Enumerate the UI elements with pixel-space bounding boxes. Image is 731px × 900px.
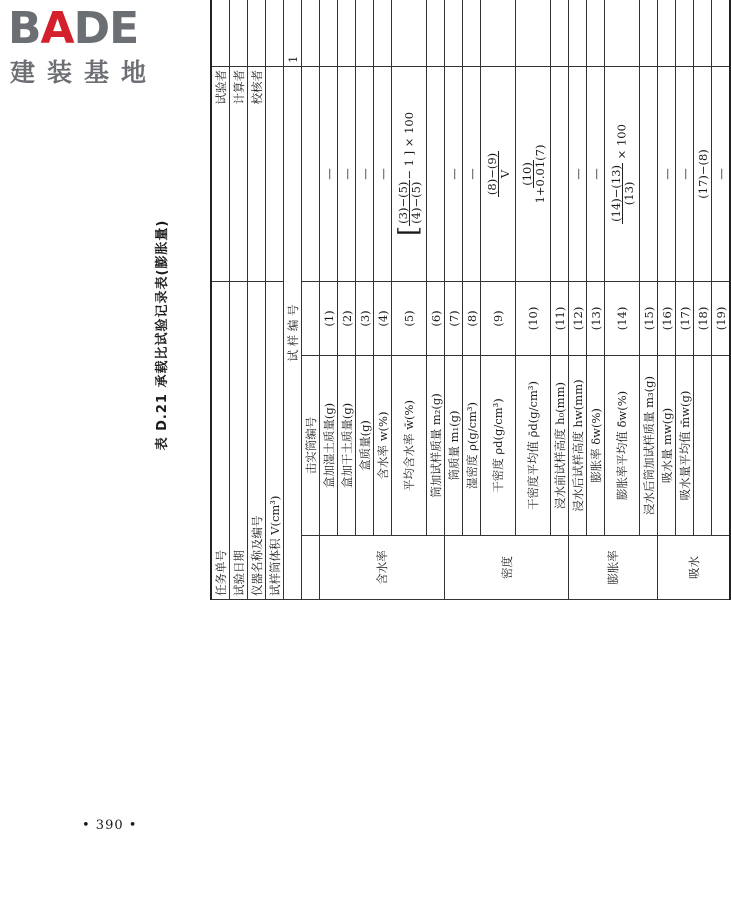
header-label: 试验日期 bbox=[230, 281, 248, 599]
row-formula bbox=[551, 66, 569, 281]
row-label: 吸水量 mw(g) bbox=[658, 356, 676, 536]
table-row bbox=[516, 0, 551, 600]
swell-formula-tail: × 100 bbox=[614, 124, 628, 160]
table-row bbox=[587, 0, 605, 600]
logo-chinese: 建装基地 bbox=[10, 58, 159, 87]
row-label: 湿密度 ρ(g/cm³) bbox=[463, 356, 481, 536]
row-formula: — bbox=[712, 66, 731, 281]
dry-density-fraction bbox=[521, 143, 546, 206]
row-code: (13) bbox=[587, 281, 605, 355]
table-row bbox=[658, 0, 676, 600]
header-label: 仪器名称及编号 bbox=[248, 281, 266, 599]
value-cell bbox=[320, 0, 338, 66]
value-cell bbox=[463, 0, 481, 66]
bade-logo bbox=[8, 4, 178, 90]
value-cell bbox=[481, 0, 516, 66]
value-cell bbox=[712, 0, 731, 66]
value-cell bbox=[392, 0, 427, 66]
value-cell bbox=[356, 0, 374, 66]
table-row bbox=[712, 0, 731, 600]
row-label: 浸水后筒加试样质量 m₃(g) bbox=[640, 356, 658, 536]
row-code: (14) bbox=[605, 281, 640, 355]
row-formula bbox=[427, 66, 445, 281]
value-cell bbox=[569, 0, 587, 66]
row-label: 盒加湿土质量(g) bbox=[320, 356, 338, 536]
row-label: 浸水后试样高度 hw(mm) bbox=[569, 356, 587, 536]
swell-denominator: (13) bbox=[621, 181, 636, 206]
record-sheet bbox=[120, 55, 728, 596]
table-row bbox=[551, 0, 569, 600]
moisture-denominator: (4)−(5) bbox=[408, 181, 423, 224]
value-cell bbox=[427, 0, 445, 66]
table-row bbox=[676, 0, 694, 600]
row-label: 干密度 ρd(g/cm³) bbox=[481, 356, 516, 536]
bracket-open-icon: [ bbox=[394, 225, 424, 236]
header-label: 任务单号 bbox=[211, 281, 230, 599]
table-row bbox=[481, 0, 516, 600]
row-label: 盒质量(g) bbox=[356, 356, 374, 536]
header-right: 计算者 bbox=[230, 66, 248, 281]
table-row bbox=[640, 0, 658, 600]
header-row bbox=[266, 0, 284, 600]
row-code: (19) bbox=[712, 281, 731, 355]
specimen-number-label: 试 样 编 号 bbox=[284, 66, 302, 599]
row-formula: — bbox=[463, 66, 481, 281]
header-row bbox=[248, 0, 266, 600]
row-label: 膨胀率 δw(%) bbox=[587, 356, 605, 536]
table-row bbox=[463, 0, 481, 600]
row-code: (18) bbox=[694, 281, 712, 355]
row-formula-dry-density bbox=[516, 66, 551, 281]
row-formula: — bbox=[356, 66, 374, 281]
table-title: 表 D.21 承载比试验记录表(膨胀量) bbox=[154, 219, 170, 451]
row-code: (7) bbox=[445, 281, 463, 355]
value-cell bbox=[658, 0, 676, 66]
value-cell bbox=[640, 0, 658, 66]
value-cell bbox=[676, 0, 694, 66]
row-formula bbox=[302, 66, 320, 281]
row-formula-wet-density bbox=[481, 66, 516, 281]
row-formula: — bbox=[587, 66, 605, 281]
row-formula-swell bbox=[605, 66, 640, 281]
header-right: 试验者 bbox=[211, 66, 230, 281]
row-label: 筒质量 m₁(g) bbox=[445, 356, 463, 536]
row-formula: — bbox=[658, 66, 676, 281]
table-row bbox=[605, 0, 640, 600]
header-right: 校核者 bbox=[248, 66, 266, 281]
value-cell bbox=[551, 0, 569, 66]
row-label: 盒加干土质量(g) bbox=[338, 356, 356, 536]
row-label: 击实筒编号 bbox=[302, 356, 320, 536]
row-code: (10) bbox=[516, 281, 551, 355]
table-row bbox=[392, 0, 427, 600]
wet-density-fraction bbox=[486, 151, 511, 197]
row-formula: — bbox=[445, 66, 463, 281]
specimen-number-row bbox=[284, 0, 302, 600]
row-label: 含水率 w(%) bbox=[374, 356, 392, 536]
value-cell bbox=[338, 0, 356, 66]
row-label: 浸水前试样高度 h₀(mm) bbox=[551, 356, 569, 536]
row-code: (17) bbox=[676, 281, 694, 355]
record-table bbox=[210, 0, 731, 600]
row-code: (9) bbox=[481, 281, 516, 355]
row-code: (8) bbox=[463, 281, 481, 355]
header-value bbox=[248, 0, 266, 66]
group-absorb: 吸水 bbox=[658, 536, 731, 600]
value-cell bbox=[302, 0, 320, 66]
swell-fraction bbox=[610, 163, 635, 224]
group-cell bbox=[302, 536, 320, 600]
row-code: (6) bbox=[427, 281, 445, 355]
page-number: • 390 • bbox=[82, 818, 138, 833]
row-code: (12) bbox=[569, 281, 587, 355]
row-label: 吸水量平均值 m̄w(g) bbox=[676, 356, 694, 536]
row-formula: — bbox=[338, 66, 356, 281]
row-label: 筒加试样质量 m₂(g) bbox=[427, 356, 445, 536]
dry-density-denominator: 1+0.01(7) bbox=[532, 144, 547, 204]
value-cell bbox=[445, 0, 463, 66]
row-code: (11) bbox=[551, 281, 569, 355]
row-code bbox=[302, 281, 320, 355]
table-row bbox=[445, 0, 463, 600]
header-right bbox=[266, 66, 284, 281]
row-label: 平均含水率 w̄(%) bbox=[392, 356, 427, 536]
value-cell bbox=[587, 0, 605, 66]
moisture-numerator: (3)−(5) bbox=[395, 181, 410, 224]
row-formula: (17)−(8) bbox=[694, 66, 712, 281]
moisture-formula-tail: − 1 ] × 100 bbox=[402, 111, 416, 180]
table-row bbox=[374, 0, 392, 600]
row-formula-moisture bbox=[392, 66, 427, 281]
value-cell bbox=[516, 0, 551, 66]
row-code: (15) bbox=[640, 281, 658, 355]
row-formula: — bbox=[676, 66, 694, 281]
header-value bbox=[266, 0, 284, 66]
row-label: 膨胀率平均值 δ̄w(%) bbox=[605, 356, 640, 536]
row-label: 干密度平均值 ρ̄d(g/cm³) bbox=[516, 356, 551, 536]
row-code: (16) bbox=[658, 281, 676, 355]
wet-density-numerator: (8)−(9) bbox=[484, 152, 499, 196]
specimen-col-1: 1 bbox=[284, 0, 302, 66]
dry-density-numerator: (10) bbox=[519, 162, 534, 186]
group-moisture: 含水率 bbox=[320, 536, 445, 600]
table-row bbox=[569, 0, 587, 600]
row-code: (2) bbox=[338, 281, 356, 355]
row-label bbox=[712, 356, 731, 536]
moisture-formula bbox=[396, 112, 422, 236]
table-row bbox=[356, 0, 374, 600]
header-value bbox=[211, 0, 230, 66]
table-row bbox=[320, 0, 338, 600]
row-code: (3) bbox=[356, 281, 374, 355]
wet-density-denominator: V bbox=[497, 169, 512, 179]
header-label: 试样筒体积 V(cm³) bbox=[266, 281, 284, 599]
group-swell: 膨胀率 bbox=[569, 536, 658, 600]
header-value bbox=[230, 0, 248, 66]
logo-wordmark: BADE bbox=[8, 3, 139, 54]
row-code: (4) bbox=[374, 281, 392, 355]
row-code: (1) bbox=[320, 281, 338, 355]
swell-numerator: (14)−(13) bbox=[608, 165, 623, 222]
table-row bbox=[302, 0, 320, 600]
value-cell bbox=[694, 0, 712, 66]
table-row bbox=[427, 0, 445, 600]
group-density: 密度 bbox=[445, 536, 569, 600]
row-formula: — bbox=[569, 66, 587, 281]
value-cell bbox=[374, 0, 392, 66]
header-row bbox=[230, 0, 248, 600]
value-cell bbox=[605, 0, 640, 66]
table-row bbox=[694, 0, 712, 600]
row-formula: — bbox=[374, 66, 392, 281]
header-row bbox=[211, 0, 230, 600]
row-formula bbox=[640, 66, 658, 281]
moisture-fraction bbox=[397, 180, 422, 226]
row-formula: — bbox=[320, 66, 338, 281]
row-code: (5) bbox=[392, 281, 427, 355]
table-row bbox=[338, 0, 356, 600]
row-label bbox=[694, 356, 712, 536]
